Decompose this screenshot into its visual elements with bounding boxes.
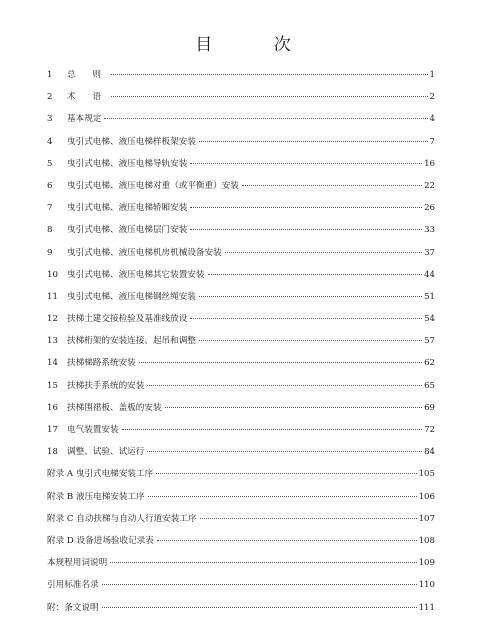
toc-entry-number: 1	[47, 70, 53, 80]
toc-entry-page: 4	[429, 114, 435, 125]
toc-entry-number: 14	[47, 358, 58, 369]
toc-entry-number: 11	[47, 291, 58, 302]
toc-entry[interactable]	[47, 90, 435, 112]
toc-entry-title: 本规程用词说明	[47, 558, 108, 569]
dot-leader	[199, 141, 428, 142]
dot-leader	[190, 229, 422, 230]
toc-entry-number: 8	[47, 225, 53, 236]
dot-leader	[190, 318, 422, 319]
dot-leader	[199, 340, 422, 341]
toc-entry-number: 10	[47, 269, 58, 280]
toc-entry[interactable]	[47, 312, 435, 334]
toc-entry-number: 13	[47, 336, 58, 347]
toc-entry-page: 16	[424, 158, 435, 169]
toc-entry-title: 总 则	[67, 70, 108, 80]
toc-entry-page: 110	[418, 580, 435, 591]
dot-leader	[200, 518, 417, 519]
toc-entry-number: 16	[47, 402, 58, 413]
toc-entry-title: 扶梯桁架的安装连接、起吊和调整	[67, 336, 196, 347]
toc-entry[interactable]	[47, 578, 435, 600]
toc-entry[interactable]	[47, 179, 435, 201]
dot-leader	[225, 252, 422, 253]
toc-entry[interactable]	[47, 379, 435, 401]
dot-leader	[208, 274, 423, 275]
toc-entry-number: 9	[47, 247, 53, 258]
toc-entry[interactable]	[47, 290, 435, 312]
dot-leader	[104, 118, 427, 119]
toc-entry[interactable]	[47, 157, 435, 179]
dot-leader	[147, 385, 422, 386]
toc-entry[interactable]	[47, 423, 435, 445]
toc-entry-title: 附录 B 液压电梯安装工序	[47, 491, 145, 502]
dot-leader	[102, 607, 417, 608]
toc-entry-page: 1	[429, 70, 435, 80]
toc-entry[interactable]	[47, 68, 435, 90]
toc-entry-title: 附：条文说明	[47, 602, 99, 613]
toc-entry-number: 3	[47, 114, 53, 125]
toc-entry-number: 7	[47, 203, 53, 214]
toc-entry-number: 4	[47, 136, 53, 147]
toc-entry-title: 扶梯围裙板、盖板的安装	[67, 402, 162, 413]
dot-leader	[148, 496, 417, 497]
dot-leader	[111, 96, 428, 97]
toc-entry[interactable]	[47, 334, 435, 356]
toc-entry[interactable]	[47, 534, 435, 556]
toc-entry-page: 2	[429, 92, 435, 103]
dot-leader	[242, 185, 422, 186]
dot-leader	[156, 473, 416, 474]
dot-leader	[165, 407, 423, 408]
toc-entry-title: 调整、试验、试运行	[67, 447, 145, 458]
toc-entry-title: 电气装置安装	[67, 425, 119, 435]
toc-entry-number: 12	[47, 314, 58, 325]
toc-entry-title: 基本规定	[67, 114, 102, 125]
toc-entry-page: 33	[424, 225, 435, 236]
toc-entry-title: 曳引式电梯、液压电梯钢丝绳安装	[67, 291, 196, 302]
toc-entry-number: 5	[47, 158, 53, 169]
toc-entry-title: 曳引式电梯、液压电梯样板架安装	[67, 136, 196, 147]
dot-leader	[139, 362, 422, 363]
toc-entry-number: 6	[47, 180, 53, 191]
toc-entry[interactable]	[47, 445, 435, 467]
toc-list	[47, 68, 435, 623]
toc-entry-title: 扶梯扶手系统的安装	[67, 380, 145, 391]
toc-entry[interactable]	[47, 401, 435, 423]
toc-entry-page: 105	[418, 469, 435, 480]
toc-entry-title: 曳引式电梯、液压电梯层门安装	[67, 225, 188, 236]
toc-entry-title: 曳引式电梯、液压电梯导轨安装	[67, 158, 188, 169]
toc-entry[interactable]	[47, 490, 435, 512]
toc-entry-title: 引用标准名录	[47, 580, 99, 591]
toc-entry-page: 57	[424, 336, 435, 347]
toc-entry[interactable]	[47, 201, 435, 223]
toc-entry[interactable]	[47, 356, 435, 378]
toc-entry-number: 18	[47, 447, 58, 458]
toc-entry-page: 54	[424, 314, 435, 325]
dot-leader	[147, 451, 422, 452]
toc-entry[interactable]	[47, 135, 435, 157]
toc-entry-page: 44	[424, 269, 435, 280]
toc-entry-page: 22	[424, 180, 435, 191]
toc-entry-page: 84	[424, 447, 435, 458]
toc-entry-number: 17	[47, 425, 58, 435]
toc-entry-number: 15	[47, 380, 58, 391]
toc-entry-page: 65	[424, 380, 435, 391]
dot-leader	[190, 163, 422, 164]
toc-entry-title: 附录 A 曳引式电梯安装工序	[47, 469, 154, 480]
toc-entry-page: 108	[418, 535, 435, 546]
toc-entry-title: 曳引式电梯、液压电梯对重（或平衡重）安装	[67, 180, 239, 191]
dot-leader	[111, 74, 428, 75]
toc-entry-title: 术 语	[67, 92, 108, 103]
dot-leader	[190, 207, 422, 208]
toc-entry[interactable]	[47, 556, 435, 578]
dot-leader	[157, 540, 417, 541]
toc-entry[interactable]	[47, 223, 435, 245]
toc-entry-title: 曳引式电梯、液压电梯其它装置安装	[67, 269, 205, 280]
toc-entry[interactable]	[47, 512, 435, 534]
toc-entry-page: 107	[418, 513, 435, 524]
toc-entry-page: 37	[424, 247, 435, 258]
toc-entry-title: 附录 C 自动扶梯与自动人行道安装工序	[47, 513, 197, 524]
toc-entry-page: 51	[424, 291, 435, 302]
toc-entry-title: 附录 D 设备进场验收记录表	[47, 535, 154, 546]
toc-entry-page: 111	[418, 602, 435, 613]
toc-entry-number: 2	[47, 92, 53, 103]
toc-entry[interactable]	[47, 246, 435, 268]
toc-entry-page: 72	[424, 425, 435, 435]
toc-entry-title: 扶梯土建交接检验及基准线放设	[67, 314, 188, 325]
toc-entry-page: 62	[424, 358, 435, 369]
dot-leader	[110, 562, 416, 563]
toc-entry[interactable]	[47, 467, 435, 489]
toc-entry-page: 109	[418, 558, 435, 569]
toc-entry-page: 69	[424, 402, 435, 413]
dot-leader	[199, 296, 422, 297]
dot-leader	[122, 429, 422, 430]
toc-entry[interactable]	[47, 268, 435, 290]
toc-entry-title: 曳引式电梯、液压电梯轿厢安装	[67, 203, 188, 214]
dot-leader	[102, 584, 417, 585]
toc-entry-title: 曳引式电梯、液压电梯机房机械设备安装	[67, 247, 222, 258]
toc-entry[interactable]	[47, 601, 435, 623]
toc-entry-page: 26	[424, 203, 435, 214]
toc-entry-page: 106	[418, 491, 435, 502]
toc-title: 目 次	[195, 35, 319, 55]
toc-entry[interactable]	[47, 112, 435, 134]
toc-entry-title: 扶梯梯路系统安装	[67, 358, 136, 369]
toc-entry-page: 7	[429, 136, 435, 147]
